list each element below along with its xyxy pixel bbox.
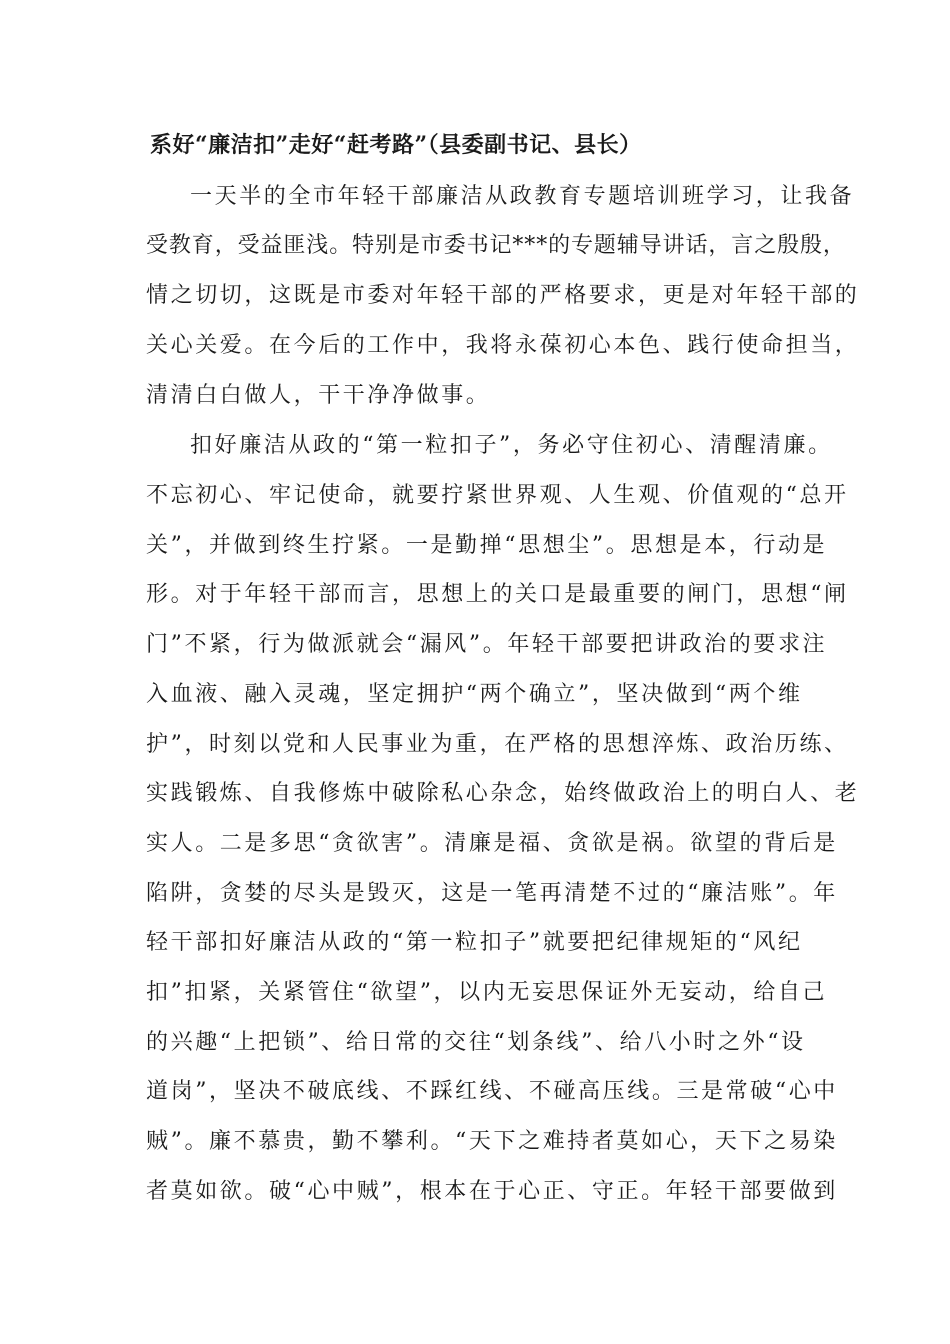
paragraph-2-line-11: 轻干部扣好廉洁从政的“第一粒扣子”就要把纪律规矩的“风纪 xyxy=(146,930,803,955)
paragraph-2-line-6: 入血液、融入灵魂，坚定拥护“两个确立”，坚决做到“两个维 xyxy=(146,682,803,707)
paragraph-1-line-1: 一天半的全市年轻干部廉洁从政教育专题培训班学习，让我备 xyxy=(190,184,855,209)
paragraph-2-line-7: 护”，时刻以党和人民事业为重，在严格的思想淬炼、政治历练、 xyxy=(146,732,849,757)
paragraph-2-line-15: 贼”。廉不慕贵，勤不攀利。“天下之难持者莫如心，天下之易染 xyxy=(146,1129,838,1154)
paragraph-2-line-9: 实人。二是多思“贪欲害”。清廉是福、贪欲是祸。欲望的背后是 xyxy=(146,831,838,856)
paragraph-2-line-2: 不忘初心、牢记使命，就要拧紧世界观、人生观、价值观的“总开 xyxy=(146,483,849,508)
paragraph-2-line-8: 实践锻炼、自我修炼中破除私心杂念，始终做政治上的明白人、老 xyxy=(146,781,860,806)
paragraph-2-line-10: 陷阱，贪婪的尽头是毁灭，这是一笔再清楚不过的“廉洁账”。年 xyxy=(146,881,838,906)
paragraph-1-line-2: 受教育，受益匪浅。特别是市委书记***的专题辅导讲话，言之殷殷， xyxy=(146,233,846,258)
paragraph-2-line-5: 门”不紧，行为做派就会“漏风”。年轻干部要把讲政治的要求注 xyxy=(146,632,828,657)
paragraph-2-line-3: 关”，并做到终生拧紧。一是勤掸“思想尘”。思想是本，行动是 xyxy=(146,533,828,558)
paragraph-2-line-12: 扣”扣紧，关紧管住“欲望”，以内无妄思保证外无妄动，给自己 xyxy=(146,980,828,1005)
paragraph-2-line-4: 形。对于年轻干部而言，思想上的关口是最重要的闸门，思想“闸 xyxy=(146,582,849,607)
paragraph-1-line-4: 关心关爱。在今后的工作中，我将永葆初心本色、践行使命担当， xyxy=(146,333,860,358)
paragraph-2-line-1: 扣好廉洁从政的“第一粒扣子”，务必守住初心、清醒清廉。 xyxy=(190,433,833,458)
paragraph-2-line-13: 的兴趣“上把锁”、给日常的交往“划条线”、给八小时之外“设 xyxy=(146,1030,806,1055)
paragraph-2-line-14: 道岗”，坚决不破底线、不踩红线、不碰高压线。三是常破“心中 xyxy=(146,1079,838,1104)
paragraph-2-line-16: 者莫如欲。破“心中贼”，根本在于心正、守正。年轻干部要做到 xyxy=(146,1179,838,1204)
document-title: 系好“廉洁扣”走好“赶考路”（县委副书记、县长） xyxy=(150,132,642,158)
paragraph-1-line-5: 清清白白做人，干干净净做事。 xyxy=(146,383,491,408)
paragraph-1-line-3: 情之切切，这既是市委对年轻干部的严格要求，更是对年轻干部的 xyxy=(146,283,860,308)
